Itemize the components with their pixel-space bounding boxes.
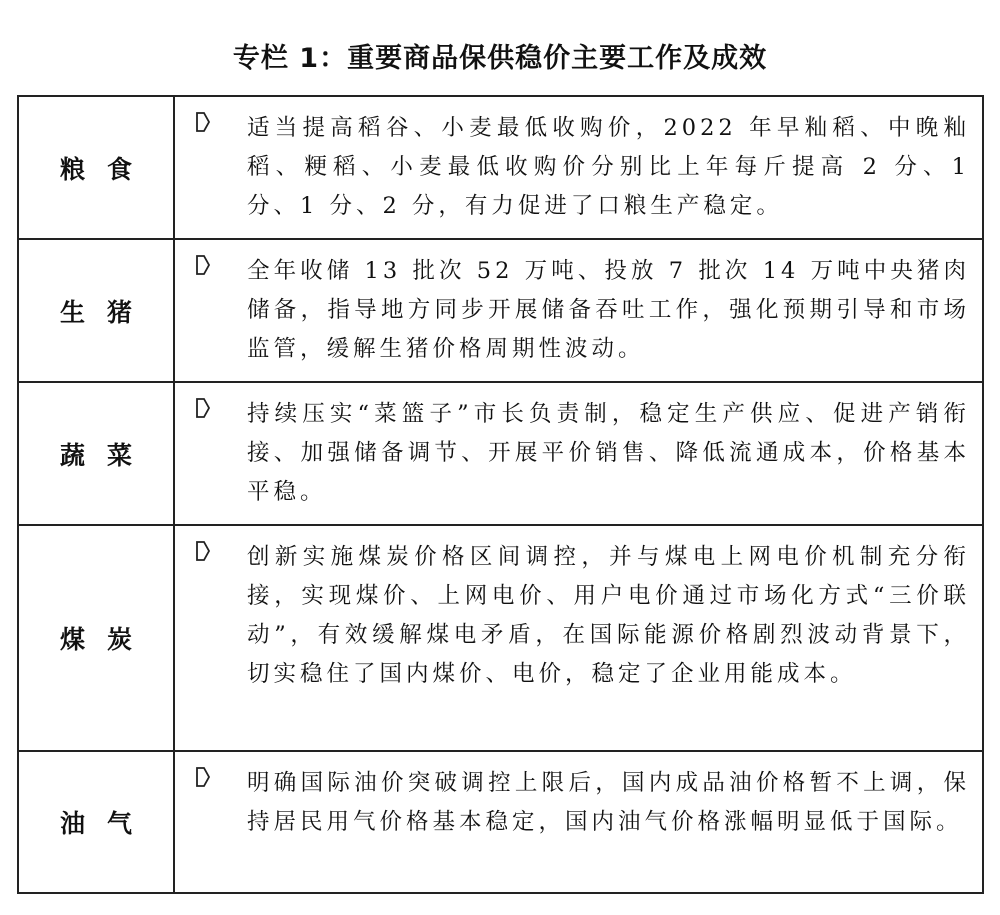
category-cell: 粮食 [18,96,174,239]
arrow-bullet-icon [195,540,211,562]
category-cell: 油气 [18,751,174,893]
arrow-bullet-icon [195,397,211,419]
description-text: 持续压实“菜篮子”市长负责制，稳定生产供应、促进产销衔接、加强储备调节、开展平价销售、降低流通成本，价格基本平稳。 [247,401,970,505]
description-cell [174,382,983,525]
description-text: 全年收储 13 批次 52 万吨、投放 7 批次 14 万吨中央猪肉储备，指导地方同步开展储备吞吐工作，强化预期引导和市场监管，缓解生猪价格周期性波动。 [247,258,970,362]
description-text: 明确国际油价突破调控上限后，国内成品油价格暂不上调，保持居民用气价格基本稳定，国内油气价格涨幅明显低于国际。 [247,770,970,835]
category-cell: 蔬菜 [18,382,174,525]
description-cell [174,96,983,239]
description-text: 创新实施煤炭价格区间调控，并与煤电上网电价机制充分衔接，实现煤价、上网电价、用户电价通过市场化方式“三价联动”，有效缓解煤电矛盾，在国际能源价格剧烈波动背景下，切实稳住了国内煤价、电价，稳定了企业用能成本。 [247,544,970,687]
table-row [18,96,983,239]
description-cell [174,239,983,382]
table-row [18,239,983,382]
table-row [18,751,983,893]
arrow-bullet-icon [195,111,211,133]
table-row [18,382,983,525]
info-table [17,95,984,894]
arrow-bullet-icon [195,766,211,788]
description-cell [174,525,983,751]
column-title: 专栏 1：重要商品保供稳价主要工作及成效 [232,43,768,74]
category-cell: 煤炭 [18,525,174,751]
description-cell [174,751,983,893]
arrow-bullet-icon [195,254,211,276]
table-row [18,525,983,751]
description-text: 适当提高稻谷、小麦最低收购价，2022 年早籼稻、中晚籼稻、粳稻、小麦最低收购价分别比上年每斤提高 2 分、1 分、1 分、2 分，有力促进了口粮生产稳定。 [247,115,970,219]
category-cell: 生猪 [18,239,174,382]
